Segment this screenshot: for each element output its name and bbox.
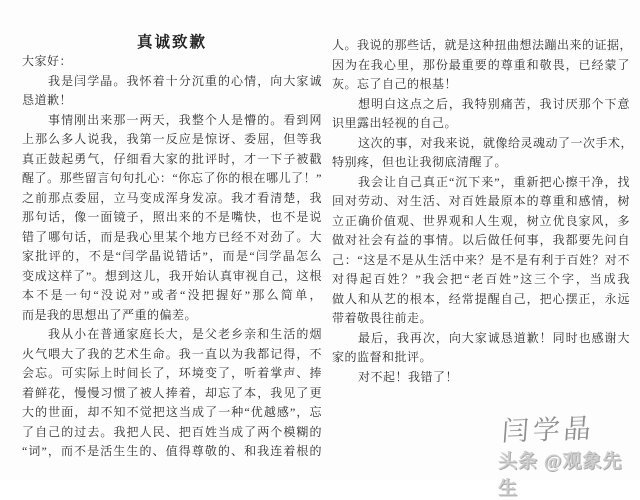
text-line: 立正确价值观、世界观和人生观，树立优良家风，多 bbox=[332, 213, 630, 228]
text-line: 那句话，像一面镜子，照出来的不是嘴快，也不是说 bbox=[22, 210, 322, 224]
text-line: 想明白这点之后，我特别痛苦，我讨厌那个下意 bbox=[358, 96, 630, 111]
text-line: 对得起百姓？”我会把“老百姓”这三个字，当成我 bbox=[332, 272, 630, 286]
handwritten-signature: 闫学晶 bbox=[500, 413, 596, 447]
text-line: 对不起！我错了！ bbox=[358, 369, 459, 384]
text-line: 这次的事，对我来说，就像给灵魂动了一次手术， bbox=[358, 135, 634, 150]
text-line: 恳道歉！ bbox=[22, 93, 73, 107]
text-line: 而是我的思想出了严重的偏差。 bbox=[22, 307, 198, 322]
text-line: 上那么多人说我，我第一反应是惊讶、委屈，但等我 bbox=[22, 132, 322, 146]
text-line: 错了哪句话，而是我心里某个地方已经不对劲了。大 bbox=[22, 229, 322, 244]
text-line: 我会让自己真正“沉下来”，重新把心擦干净，找 bbox=[358, 174, 630, 189]
text-line: 家的监督和批评。 bbox=[332, 350, 433, 364]
watermark-badge: 头条 @观象先生 bbox=[498, 451, 623, 499]
text-line: 火气喂大了我的艺术生命。我一直以为我都记得，不 bbox=[22, 346, 322, 361]
text-line: 醒了。那些留言句句扎心：“你忘了你的根在哪儿了！” bbox=[22, 171, 322, 185]
text-line: “词”，而不是活生生的、值得尊敬的、和我连着根的 bbox=[22, 444, 322, 458]
left-column bbox=[22, 52, 322, 462]
text-line: 会忘。可实际上时间长了，环境变了，听着掌声、捧 bbox=[22, 366, 322, 380]
text-line: 了自己的过去。我把人民、把百姓当成了两个模糊的 bbox=[22, 424, 322, 439]
text-line: 家批评的，不是“闫学晶说错话”，而是“闫学晶怎么 bbox=[22, 249, 322, 263]
text-line: 事情刚出来那一两天，我整个人是懵的。看到网 bbox=[48, 112, 322, 127]
text-line: 做人和从艺的根本，经常提醒自己，把心摆正，永远 bbox=[332, 291, 630, 306]
right-column bbox=[332, 36, 634, 387]
text-line: 我从小在普通家庭长大，是父老乡亲和生活的烟 bbox=[48, 327, 322, 341]
text-line: 我是闫学晶。我怀着十分沉重的心情，向大家诚 bbox=[48, 73, 322, 88]
text-line: 大的世面，却不知不觉把这当成了一种“优越感”，忘 bbox=[22, 405, 322, 419]
text-line: 特别疼，但也让我彻底清醒了。 bbox=[332, 155, 508, 169]
text-line: 灰。忘了自己的根基！ bbox=[332, 77, 458, 91]
text-line: 真正鼓起勇气，仔细看大家的批评时，才一下子被戳 bbox=[22, 151, 322, 166]
text-line: 因为在我心里，那份最重要的尊重和敬畏，已经蒙了 bbox=[332, 57, 630, 72]
text-line: 识里露出轻视的自己。 bbox=[332, 116, 458, 130]
text-line: 做对社会有益的事情。以后做任何事，我都要先问自 bbox=[332, 233, 630, 247]
text-line: 人。我说的那些话，就是这种扭曲想法蹦出来的证据， bbox=[332, 38, 633, 52]
text-line: 变成这样了”。想到这儿，我开始认真审视自己，这根 bbox=[22, 268, 322, 283]
text-line: 着鲜花，慢慢习惯了被人捧着，却忘了本，我见了更 bbox=[22, 385, 322, 400]
page-title: 真诚致歉 bbox=[136, 34, 207, 51]
text-line: 己：“这是不是从生活中来？是不是有利于百姓？对不 bbox=[332, 252, 630, 267]
text-line: 本不是一句“没说对”或者“没把握好”那么简单， bbox=[22, 288, 322, 302]
text-line: 最后，我再次，向大家诚恳道歉！同时也感谢大 bbox=[358, 330, 630, 345]
text-line: 之前那点委屈，立马变成浑身发凉。我才看清楚，我 bbox=[22, 190, 322, 205]
text-line: 回对劳动、对生活、对百姓最原本的尊重和感情，树 bbox=[332, 194, 630, 208]
text-line: 大家好： bbox=[22, 54, 73, 68]
text-line: 带着敬畏往前走。 bbox=[332, 311, 433, 325]
